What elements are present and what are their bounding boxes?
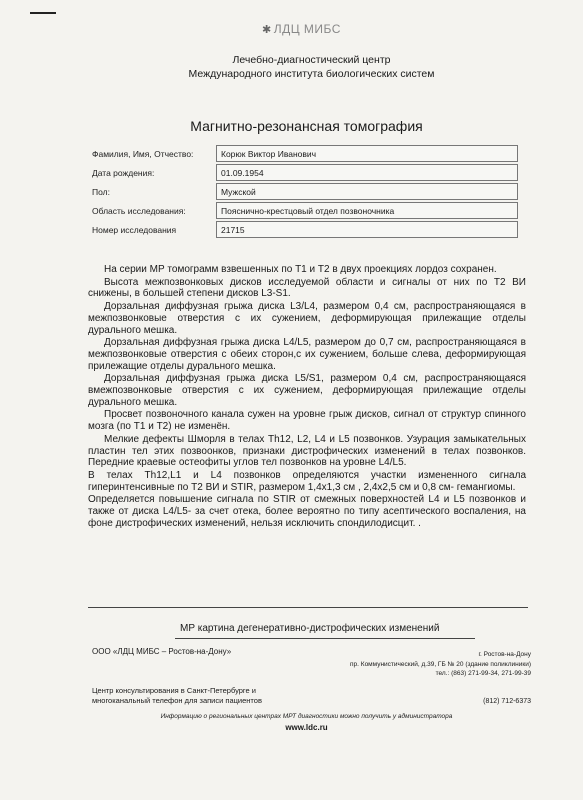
info-label: Область исследования: xyxy=(92,205,186,216)
org-name-line2: Международного института биологических систем xyxy=(188,68,435,80)
finding-paragraph: Мелкие дефекты Шморля в телах Th12, L2, L4 и L5 позвонков. Узурация замыкательных пластин тел этих позвоонков, признаки дистрофических изменений в телах позвонков. Передние краевые остеофиты углов тел позвонков на уровне L4/L5. xyxy=(88,433,526,469)
finding-paragraph: В телах Th12,L1 и L4 позвонков определяются участки измененного сигнала гиперинтенсивные по Т2 ВИ и STIR, размером 1,4х1,3 см , 2,4х2,5 см и 0,8 см- гемангиомы. xyxy=(88,469,526,493)
info-label: Дата рождения: xyxy=(92,167,155,178)
org-name-line1: Лечебно-диагностический центр xyxy=(232,54,391,66)
corner-mark xyxy=(30,12,56,14)
logo-star-icon: ✱ xyxy=(262,24,272,36)
footer-address-line: г. Ростов-на-Дону xyxy=(478,651,531,658)
footer-org: ООО «ЛДЦ МИБС – Ростов-на-Дону» xyxy=(92,647,232,656)
logo-text: ЛДЦ МИБС xyxy=(273,22,341,36)
footer-website: www.ldc.ru xyxy=(285,723,328,732)
footer-phone: (812) 712-6373 xyxy=(483,698,531,705)
info-value-region: Пояснично-крестцовый отдел позвоночника xyxy=(217,203,518,219)
info-row xyxy=(88,222,518,238)
info-label: Пол: xyxy=(92,186,110,197)
footer-spb xyxy=(92,686,262,706)
finding-paragraph: Дорзальная диффузная грыжа диска L3/L4, размером 0,4 см, распространяющаяся в межпозвонковые отверстия с их сужением, деформирующая прилежащие отделы дурального мешка. xyxy=(88,301,526,336)
info-row xyxy=(88,165,518,181)
info-value-study-number: 21715 xyxy=(217,222,518,238)
info-value-name: Корюк Виктор Иванович xyxy=(217,146,518,162)
finding-paragraph: Дорзальная диффузная грыжа диска L4/L5, размером до 0,7 см, распространяющаяся в межпозвонковые отверстия с обеих сторон,с их сужением, больше слева, деформирующая прилежащие отделы дурального мешка. xyxy=(88,337,526,372)
divider xyxy=(88,607,528,608)
footer-spb-line: многоканальный телефон для записи пациентов xyxy=(92,696,262,705)
info-row xyxy=(88,146,518,162)
finding-paragraph: На серии МР томограмм взвешенных по Т1 и Т2 в двух проекциях лордоз сохранен. xyxy=(104,264,497,275)
footer-spb-line: Центр консультирования в Санкт-Петербурге и xyxy=(92,686,256,695)
footer-address xyxy=(350,650,531,679)
info-value-sex: Мужской xyxy=(217,184,518,200)
footer-address-line: тел.: (863) 271-99-34, 271-99-39 xyxy=(435,670,531,677)
footer-address-line: пр. Коммунистический, д.39, ГБ № 20 (здание поликлиники) xyxy=(350,660,531,668)
info-label: Номер исследования xyxy=(92,224,177,235)
document-title: Магнитно-резонансная томография xyxy=(190,118,423,134)
finding-paragraph: Дорзальная диффузная грыжа диска L5/S1, размером 0,4 см, распространяющаяся вмежпозвонковые отверстия с их сужением, деформирующая прилежащие отделы дурального мешка. xyxy=(88,373,526,408)
logo xyxy=(262,22,341,36)
footer-info: Информацию о региональных центрах МРТ диагностики можно получить у администратора xyxy=(160,713,453,720)
conclusion-underline xyxy=(175,638,475,639)
conclusion-text: МР картина дегенеративно-дистрофических изменений xyxy=(180,623,440,634)
info-row xyxy=(88,184,518,200)
info-value-birthdate: 01.09.1954 xyxy=(217,165,518,181)
findings-text xyxy=(88,264,526,530)
finding-paragraph: Просвет позвоночного канала сужен на уровне грыж дисков, сигнал от структур спинного мозга (по Т1 и Т2) не изменён. xyxy=(88,409,526,433)
finding-paragraph: Определяется повышение сигнала по STIR от смежных поверхностей L4 и L5 позвонков и также от диска L4/L5- за счет отека, более вероятно по типу асептического воспаления, на фоне дистрофических изменений, нельзя исключить спондилодисцит. . xyxy=(88,494,526,529)
finding-paragraph: Высота межпозвонковых дисков исследуемой области и сигналы от них по Т2 ВИ снижены, в большей степени дисков L3-S1. xyxy=(88,276,526,300)
info-row xyxy=(88,203,518,219)
patient-info-table xyxy=(88,145,518,238)
info-label: Фамилия, Имя, Отчество: xyxy=(92,148,194,159)
